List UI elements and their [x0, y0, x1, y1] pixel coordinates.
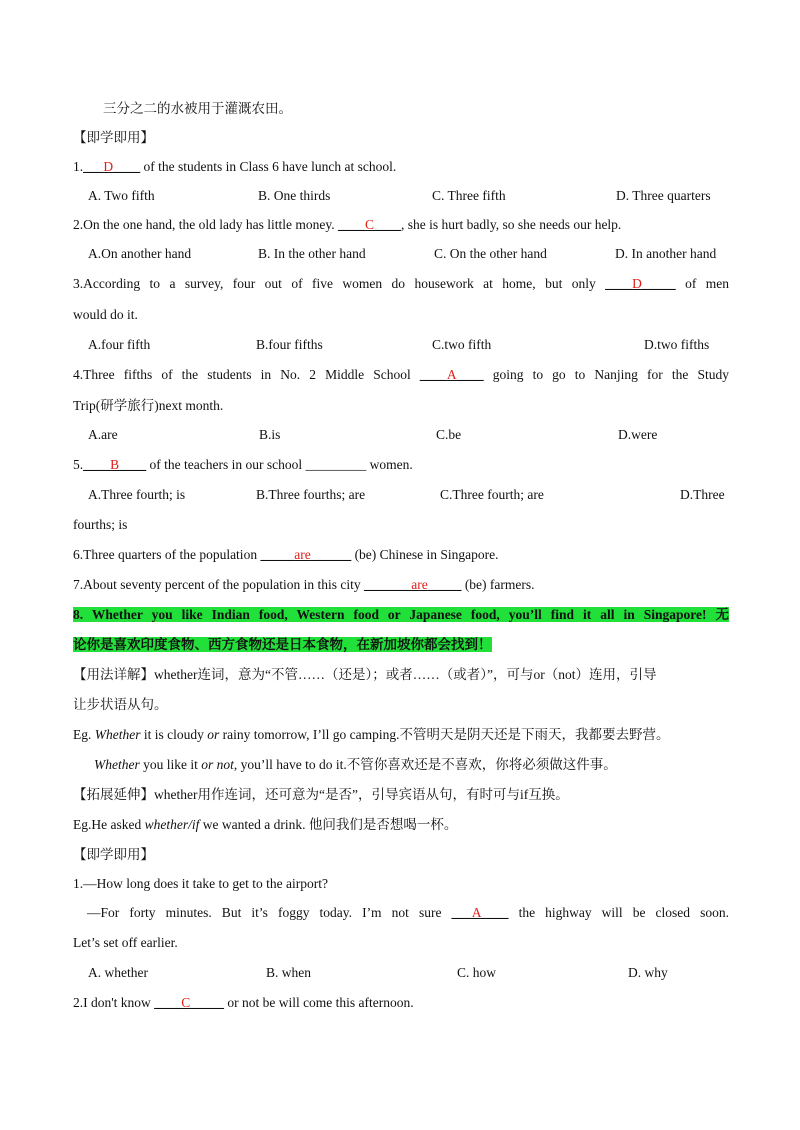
highlighted-translation: 论你是喜欢印度食物、西方食物还是日本食物，在新加坡你都会找到！: [73, 637, 492, 652]
question-4: 4.Three fifths of the students in No. 2 Middle School ____A____ going to go to Nanjing for the Study: [73, 367, 729, 382]
question-3: 3.According to a survey, four out of five women do housework at home, but only ____D_____ of men: [73, 276, 729, 291]
key-point-8-cn: [73, 636, 729, 654]
answer: D: [103, 159, 114, 174]
question-5-options: [73, 486, 729, 504]
answer: are: [411, 577, 428, 592]
question-7: 7.About seventy percent of the population in this city _______are_____ (be) farmers.: [73, 577, 535, 592]
practice-1-line3: Let’s set off earlier.: [73, 935, 178, 950]
answer: D: [632, 276, 642, 291]
question-2: 2.On the one hand, the old lady has little money. ____C____, she is hurt badly, so she needs our help.: [73, 217, 622, 232]
extension-note: 【拓展延伸】whether用作连词，还可意为“是否”，引导宾语从句，有时可与if互换。: [73, 787, 569, 802]
answer: C: [364, 217, 374, 232]
question-5-line3: fourths; is: [73, 517, 128, 532]
option-d: D.Three: [680, 487, 725, 502]
option-c: C.Three fourth; are: [440, 487, 544, 502]
option-a: A.Three fourth; is: [88, 487, 186, 502]
practice-1-reply: —For forty minutes. But it’s foggy today. I’m not sure ___A____ the highway will be closed soon.: [87, 905, 729, 920]
answer: A: [471, 905, 482, 920]
question-4-options: [73, 426, 729, 444]
question-6: 6.Three quarters of the population _____are______ (be) Chinese in Singapore.: [73, 547, 499, 562]
answer: B: [110, 457, 120, 472]
option-d: D. Three quarters: [616, 188, 711, 203]
option-b: B.is: [259, 427, 281, 442]
option-a: A. Two fifth: [88, 188, 155, 203]
option-b: B. In the other hand: [258, 246, 366, 261]
option-c: C. how: [457, 965, 497, 980]
option-c: C. Three fifth: [432, 188, 506, 203]
section-title: 【即学即用】: [73, 130, 154, 145]
option-a: A.four fifth: [88, 337, 151, 352]
option-a: A.On another hand: [88, 246, 192, 261]
answer: A: [446, 367, 457, 382]
option-b: B.Three fourths; are: [256, 487, 366, 502]
key-point-8: [73, 606, 729, 624]
example-3: Eg.He asked whether/if we wanted a drink. 他问我们是否想喝一杯。: [73, 817, 458, 832]
question-4-line2: Trip(研学旅行)next month.: [73, 398, 224, 413]
option-b: B.four fifths: [256, 337, 323, 352]
option-c: C. On the other hand: [434, 246, 547, 261]
usage-explanation: 【用法详解】whether连词，意为“不管……（还是）；或者……（或者）”，可与or（not）连用，引导: [73, 667, 657, 682]
option-b: B. One thirds: [258, 188, 331, 203]
question-3-line2: would do it.: [73, 307, 138, 322]
option-a: A.are: [88, 427, 118, 442]
practice-1-options: [73, 964, 729, 982]
option-c: C.two fifth: [432, 337, 492, 352]
question-1: 1.___D____ of the students in Class 6 have lunch at school.: [73, 159, 397, 174]
answer: are: [294, 547, 311, 562]
question-5: 5.____B____ of the teachers in our school _________ women.: [73, 457, 413, 472]
practice-1: 1.—How long does it take to get to the airport?: [73, 876, 328, 891]
option-d: D. In another hand: [615, 246, 717, 261]
intro-text: 三分之二的水被用于灌溉农田。: [103, 101, 292, 116]
option-a: A. whether: [88, 965, 148, 980]
answer: C: [181, 995, 191, 1010]
example-1: Eg. Whether it is cloudy or rainy tomorrow, I’ll go camping.不管明天是阴天还是下雨天，我都要去野营。: [73, 727, 670, 742]
highlighted-sentence: 8. Whether you like Indian food, Western food or Japanese food, you’ll find it all in Singapore! 无: [73, 607, 729, 622]
section-title-2: 【即学即用】: [73, 847, 154, 862]
usage-explanation-line2: 让步状语从句。: [73, 697, 168, 712]
practice-2: 2.I don't know ____C_____ or not be will come this afternoon.: [73, 995, 414, 1010]
option-d: D.two fifths: [644, 337, 710, 352]
option-d: D. why: [628, 965, 668, 980]
question-2-options: [73, 245, 729, 263]
example-2: Whether you like it or not, you’ll have to do it.不管你喜欢还是不喜欢，你将必须做这件事。: [94, 757, 617, 772]
question-3-options: [73, 336, 729, 354]
option-b: B. when: [266, 965, 311, 980]
question-1-options: [73, 187, 729, 205]
option-d: D.were: [618, 427, 658, 442]
option-c: C.be: [436, 427, 462, 442]
